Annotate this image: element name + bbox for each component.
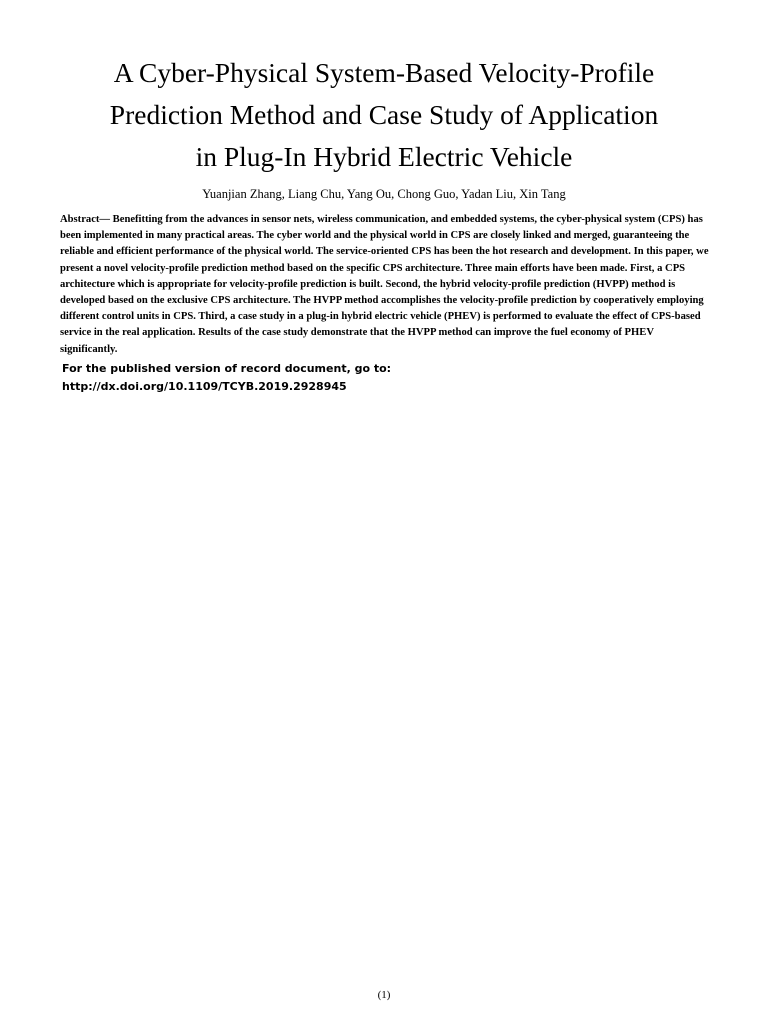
abstract-text: Benefitting from the advances in sensor nets, wireless communication, and embedded systems, the cyber-physical system (CPS) has been implemented in many practical areas. The cyber world and the physical world in CPS are closely linked and merged, guaranteeing the reliable and efficient performance of the physical world. The service-oriented CPS has been the hot research and development. In this paper, we present a novel velocity-profile prediction method based on the specific CPS architecture. Three main efforts have been made. First, a CPS architecture which is appropriate for velocity-profile prediction is built. Second, the hybrid velocity-profile prediction (HVPP) method is developed based on the exclusive CPS architecture. The HVPP method accomplishes the velocity-profile prediction by cooperatively employing different control units in CPS. Third, a case study in a plug-in hybrid electric vehicle (PHEV) is performed to evaluate the effect of CPS-based service in the real application. Results of the case study demonstrate that the HVPP method can improve the fuel economy of PHEV significantly.	[60, 214, 709, 355]
title-line: in Plug-In Hybrid Electric Vehicle	[195, 141, 573, 172]
abstract	[60, 212, 712, 358]
title-line: Prediction Method and Case Study of Application	[109, 99, 659, 130]
notice-text: For the published version of record document, go to:	[62, 362, 392, 375]
page-number: (1)	[377, 989, 391, 1001]
abstract-label: Abstract—	[60, 214, 111, 225]
title-line: A Cyber-Physical System-Based Velocity-Profile	[113, 57, 655, 88]
author-list: Yuanjian Zhang, Liang Chu, Yang Ou, Chong Guo, Yadan Liu, Xin Tang	[202, 187, 566, 201]
paper-title	[40, 52, 728, 178]
published-version-notice	[62, 360, 562, 395]
doi-link[interactable]: http://dx.doi.org/10.1109/TCYB.2019.2928945	[62, 379, 347, 393]
